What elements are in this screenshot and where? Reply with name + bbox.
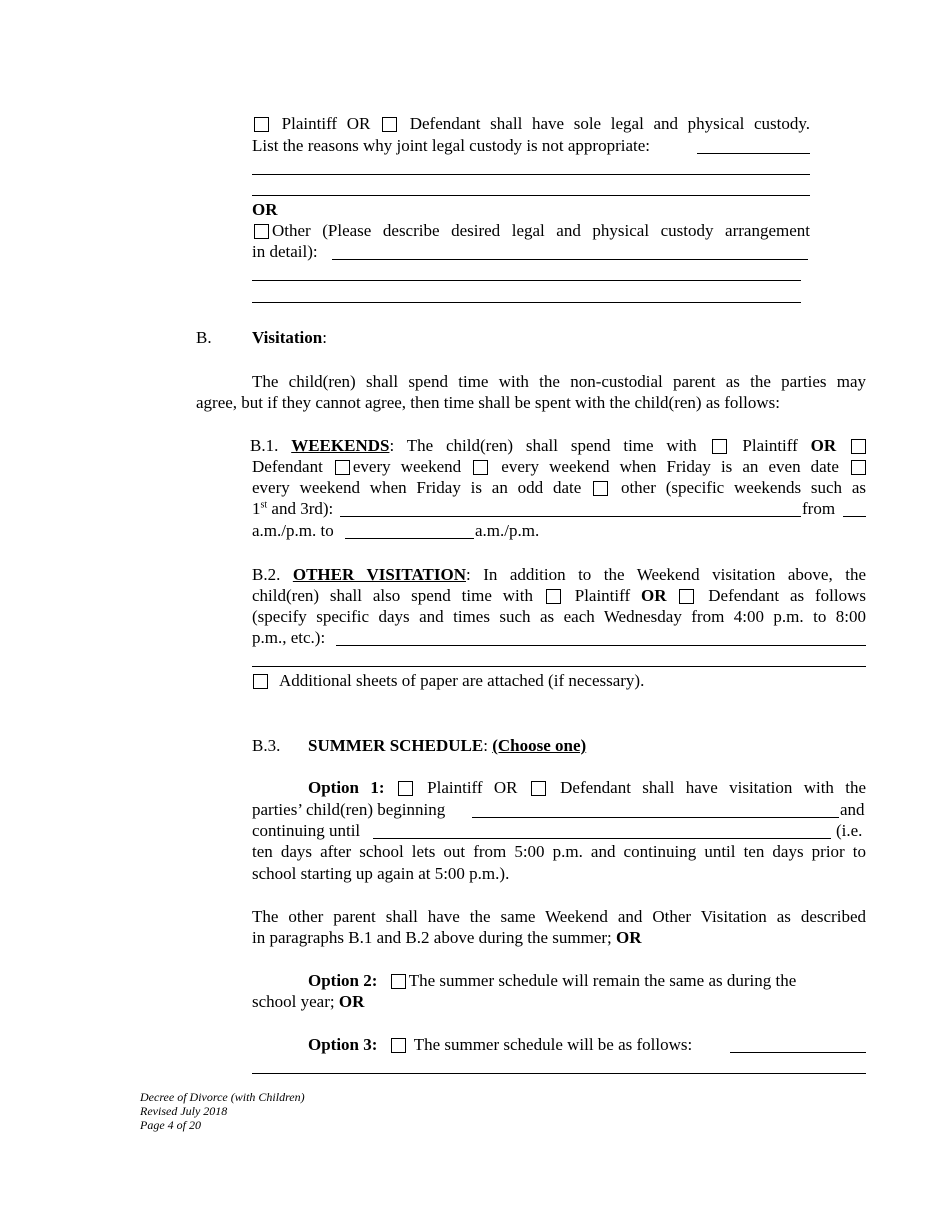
weekends-line-3: every weekend when Friday is an odd date other (specific weekends such as xyxy=(252,478,867,497)
option1-line-5: school starting up again at 5:00 p.m.). xyxy=(252,864,510,883)
other-parent-line-1: The other parent shall have the same Weekend and Other Visitation as described xyxy=(252,907,866,926)
section-letter: B. xyxy=(196,328,212,347)
plaintiff-sole-checkbox[interactable] xyxy=(254,117,269,132)
summer-heading: SUMMER SCHEDULE: (Choose one) xyxy=(308,736,587,755)
reasons-blank-1[interactable] xyxy=(697,153,810,154)
other-visitation-plaintiff-checkbox[interactable] xyxy=(546,589,561,604)
ampm-label: a.m./p.m. xyxy=(475,521,540,540)
plaintiff-label: Plaintiff OR xyxy=(281,114,371,133)
option1-line-3: continuing until xyxy=(252,821,361,840)
other-custody-blank-1[interactable] xyxy=(332,259,808,260)
other-visitation-line-4: p.m., etc.): xyxy=(252,628,326,647)
choose-one-label: (Choose one) xyxy=(492,736,587,755)
footer-revised: Revised July 2018 xyxy=(140,1104,228,1118)
reasons-blank-3[interactable] xyxy=(252,195,810,196)
option1-and: and xyxy=(840,800,865,819)
footer-page-number: Page 4 of 20 xyxy=(140,1118,201,1132)
other-visitation-defendant-checkbox[interactable] xyxy=(679,589,694,604)
weekends-line-1: B.1. WEEKENDS: The child(ren) shall spend time with Plaintiff OR xyxy=(250,435,866,456)
other-custody-text: Other (Please describe desired legal and physical custody arrangement xyxy=(272,221,810,240)
reasons-prompt: List the reasons why joint legal custody is not appropriate: xyxy=(252,136,651,155)
other-custody-blank-2[interactable] xyxy=(252,280,801,281)
option2-label: Option 2: xyxy=(308,971,378,990)
summer-until-blank[interactable] xyxy=(373,838,831,839)
option3-line: Option 3: The summer schedule will be as follows: xyxy=(308,1035,693,1054)
from-time-blank[interactable] xyxy=(843,516,866,517)
other-visitation-heading: OTHER VISITATION xyxy=(292,565,466,584)
sole-custody-text: Defendant shall have sole legal and physical custody. xyxy=(409,114,811,133)
option1-defendant-checkbox[interactable] xyxy=(531,781,546,796)
other-custody-checkbox[interactable] xyxy=(254,224,269,239)
other-visitation-line-3: (specify specific days and times such as each Wednesday from 4:00 p.m. to 8:00 xyxy=(252,607,866,626)
other-custody-detail-label: in detail): xyxy=(252,242,318,261)
option1-label: Option 1: xyxy=(308,778,385,797)
weekends-ordinal: 1st and 3rd): xyxy=(252,499,334,518)
weekends-plaintiff-checkbox[interactable] xyxy=(712,439,727,454)
visitation-intro-1: The child(ren) shall spend time with the non-custodial parent as the parties may xyxy=(252,372,866,391)
option1-ie: (i.e. xyxy=(836,821,863,840)
visitation-heading: Visitation: xyxy=(252,328,327,347)
visitation-intro-2: agree, but if they cannot agree, then time shall be spent with the child(ren) as follows: xyxy=(196,393,780,412)
from-label: from xyxy=(802,499,836,518)
option1-line-4: ten days after school lets out from 5:00 p.m. and continuing until ten days prior to xyxy=(252,842,866,861)
other-visitation-line-2: child(ren) shall also spend time with Plaintiff OR Defendant as follows xyxy=(252,586,866,605)
weekends-number: B.1. xyxy=(250,436,279,455)
other-custody-line xyxy=(252,220,810,241)
every-weekend-checkbox[interactable] xyxy=(335,460,350,475)
other-visitation-line-1: B.2. OTHER VISITATION: In addition to the Weekend visitation above, the xyxy=(252,565,866,584)
or-label: OR xyxy=(252,200,278,219)
summer-begin-blank[interactable] xyxy=(472,817,839,818)
additional-sheets-checkbox[interactable] xyxy=(253,674,268,689)
option2-line-1: Option 2: The summer schedule will remain the same as during the xyxy=(308,971,797,990)
weekends-heading: WEEKENDS xyxy=(291,436,390,455)
footer-doc-title: Decree of Divorce (with Children) xyxy=(140,1090,305,1104)
option3-checkbox[interactable] xyxy=(391,1038,406,1053)
ampm-to-label: a.m./p.m. to xyxy=(252,521,334,540)
option1-plaintiff-checkbox[interactable] xyxy=(398,781,413,796)
summer-number: B.3. xyxy=(252,736,281,755)
additional-sheets-line: Additional sheets of paper are attached (if necessary). xyxy=(252,670,644,691)
weekends-line-2: Defendant every weekend every weekend when Friday is an even date xyxy=(252,456,866,477)
custody-sole-line xyxy=(252,113,810,134)
other-visitation-blank-2[interactable] xyxy=(252,666,866,667)
other-weekends-checkbox[interactable] xyxy=(593,481,608,496)
weekends-defendant-checkbox[interactable] xyxy=(851,439,866,454)
even-date-checkbox[interactable] xyxy=(473,460,488,475)
option1-line-1: Option 1: Plaintiff OR Defendant shall have visitation with the xyxy=(308,778,867,797)
option3-blank-1[interactable] xyxy=(730,1052,866,1053)
other-custody-blank-3[interactable] xyxy=(252,302,801,303)
other-parent-line-2: in paragraphs B.1 and B.2 above during the summer; OR xyxy=(252,928,642,947)
defendant-sole-checkbox[interactable] xyxy=(382,117,397,132)
odd-date-checkbox[interactable] xyxy=(851,460,866,475)
reasons-blank-2[interactable] xyxy=(252,174,810,175)
specific-weekends-blank[interactable] xyxy=(340,516,801,517)
to-time-blank[interactable] xyxy=(345,538,474,539)
option3-label: Option 3: xyxy=(308,1035,378,1054)
option2-checkbox[interactable] xyxy=(391,974,406,989)
option2-line-2: school year; OR xyxy=(252,992,365,1011)
option3-blank-2[interactable] xyxy=(252,1073,866,1074)
option1-line-2: parties’ child(ren) beginning xyxy=(252,800,446,819)
other-visitation-blank-1[interactable] xyxy=(336,645,866,646)
